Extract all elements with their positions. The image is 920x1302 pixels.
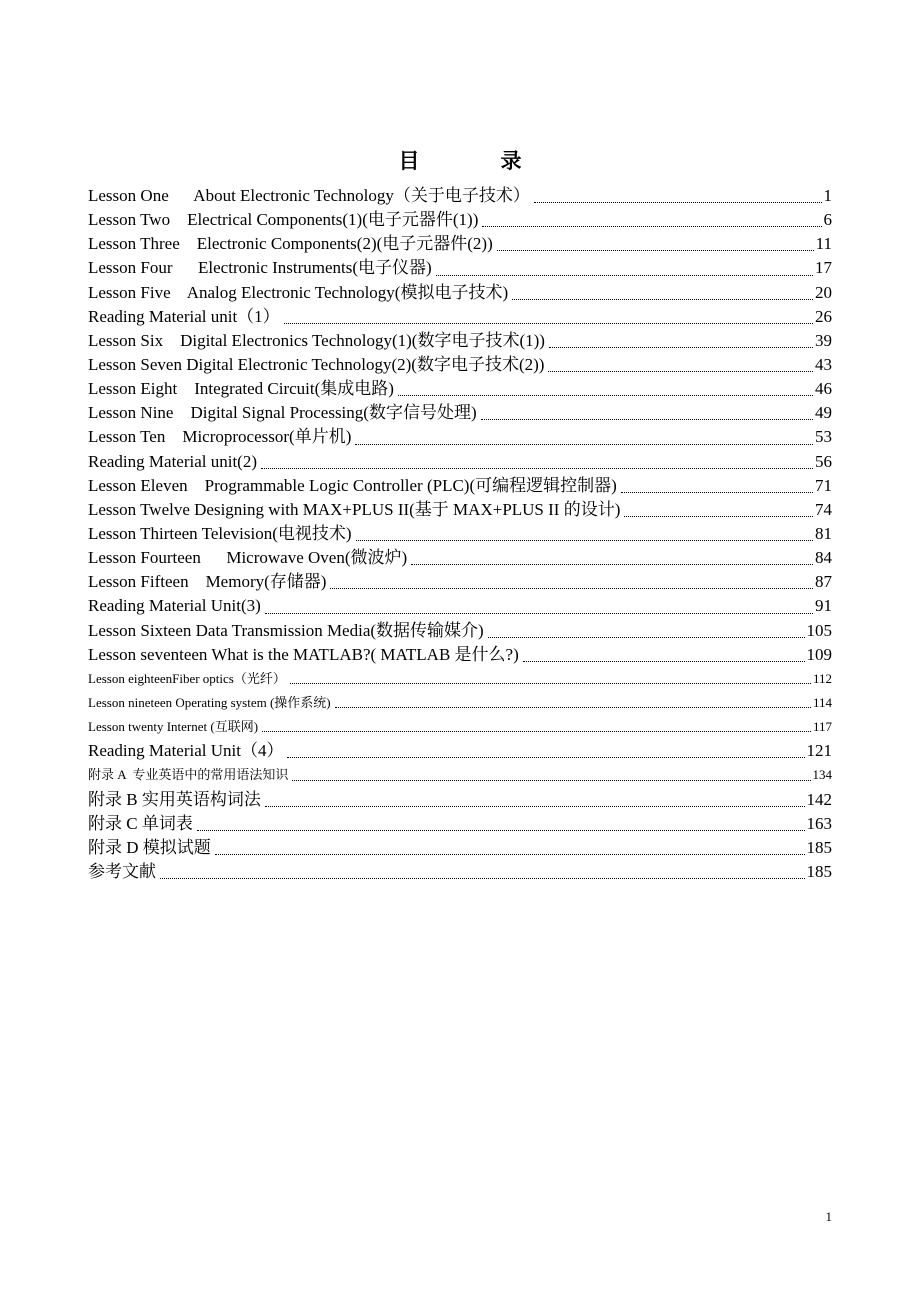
toc-entry[interactable] <box>88 450 832 474</box>
toc-entry-label: Lesson nineteen Operating system (操作系统) <box>88 694 331 710</box>
toc-entry[interactable] <box>88 329 832 353</box>
toc-entry[interactable] <box>88 232 832 256</box>
toc-entry-label: 附录 A 专业英语中的常用语法知识 <box>88 767 289 783</box>
dot-leader <box>265 613 813 614</box>
dot-leader <box>497 250 814 251</box>
dot-leader <box>411 564 813 565</box>
toc-entry-label: Reading Material Unit(3) <box>88 596 261 616</box>
toc-entry-page: 26 <box>815 306 832 326</box>
toc-entry-label: Lesson seventeen What is the MATLAB?( MATLAB 是什么?) <box>88 644 519 664</box>
table-of-contents <box>88 184 832 884</box>
toc-entry-page: 81 <box>815 523 832 543</box>
dot-leader <box>287 757 804 758</box>
dot-leader <box>549 347 813 348</box>
toc-entry-label: Reading Material unit(2) <box>88 451 258 471</box>
dot-leader <box>215 854 805 855</box>
toc-entry[interactable] <box>88 474 832 498</box>
toc-entry[interactable] <box>88 715 832 739</box>
toc-entry[interactable] <box>88 281 832 305</box>
toc-entry-page: 20 <box>815 282 832 302</box>
dot-leader <box>548 371 813 372</box>
dot-leader <box>398 395 813 396</box>
toc-entry-label: Lesson Thirteen Television(电视技术) <box>88 523 352 543</box>
toc-entry-label: 参考文献 <box>88 861 156 881</box>
toc-entry[interactable] <box>88 353 832 377</box>
toc-entry-label: Lesson Eight Integrated Circuit(集成电路) <box>88 379 394 399</box>
dot-leader <box>523 661 805 662</box>
toc-entry-label: Lesson Sixteen Data Transmission Media(数据传输媒介) <box>88 620 484 640</box>
toc-entry[interactable] <box>88 522 832 546</box>
toc-entry-page: 185 <box>806 837 832 857</box>
dot-leader <box>330 588 813 589</box>
toc-entry-label: Lesson Fifteen Memory(存储器) <box>88 572 327 592</box>
dot-leader <box>261 468 813 469</box>
toc-entry-page: 185 <box>806 861 832 881</box>
toc-entry[interactable] <box>88 594 832 618</box>
toc-entry[interactable] <box>88 812 832 836</box>
toc-entry[interactable] <box>88 570 832 594</box>
toc-entry[interactable] <box>88 619 832 643</box>
page-title: 目 录 <box>398 149 552 173</box>
toc-entry-page: 74 <box>815 499 832 519</box>
toc-entry-page: 1 <box>823 186 832 205</box>
toc-entry[interactable] <box>88 860 832 884</box>
toc-entry-page: 53 <box>815 427 832 447</box>
toc-entry-label: Lesson One About Electronic Technology（关于电子技术） <box>88 186 530 205</box>
toc-entry-page: 117 <box>812 719 832 735</box>
dot-leader <box>482 226 821 227</box>
toc-entry[interactable] <box>88 498 832 522</box>
toc-entry-label: Lesson Four Electronic Instruments(电子仪器) <box>88 258 432 278</box>
toc-entry-page: 105 <box>806 620 832 640</box>
dot-leader <box>160 878 805 879</box>
dot-leader <box>335 707 811 708</box>
dot-leader <box>292 780 810 781</box>
toc-entry-label: Reading Material Unit（4） <box>88 741 284 761</box>
toc-entry[interactable] <box>88 425 832 449</box>
dot-leader <box>481 419 813 420</box>
toc-entry-label: Lesson eighteenFiber optics（光纤） <box>88 670 286 686</box>
toc-entry[interactable] <box>88 305 832 329</box>
dot-leader <box>512 299 813 300</box>
page-number: 1 <box>825 1209 832 1224</box>
dot-leader <box>436 275 813 276</box>
toc-entry-page: 11 <box>815 234 832 254</box>
dot-leader <box>290 683 811 684</box>
toc-entry[interactable] <box>88 691 832 715</box>
toc-entry-label: Lesson Twelve Designing with MAX+PLUS II(基于 MAX+PLUS II 的设计) <box>88 499 621 519</box>
toc-entry-page: 71 <box>815 475 832 495</box>
toc-entry[interactable] <box>88 401 832 425</box>
dot-leader <box>488 637 805 638</box>
toc-entry-page: 109 <box>806 644 832 664</box>
toc-entry-page: 17 <box>815 258 832 278</box>
toc-entry-page: 163 <box>806 813 832 833</box>
toc-entry-label: 附录 B 实用英语构词法 <box>88 789 261 809</box>
toc-entry-page: 43 <box>815 354 832 374</box>
dot-leader <box>621 492 813 493</box>
dot-leader <box>197 830 805 831</box>
toc-entry[interactable] <box>88 836 832 860</box>
toc-entry-label: 附录 C 单词表 <box>88 813 193 833</box>
toc-entry-page: 114 <box>812 694 832 710</box>
toc-entry[interactable] <box>88 643 832 667</box>
toc-entry-page: 134 <box>812 767 832 783</box>
toc-entry-page: 91 <box>815 596 832 616</box>
toc-entry-label: Lesson Five Analog Electronic Technology(模拟电子技术) <box>88 282 509 302</box>
toc-entry[interactable] <box>88 256 832 280</box>
toc-entry[interactable] <box>88 377 832 401</box>
toc-entry-page: 56 <box>815 451 832 471</box>
toc-entry-label: Reading Material unit（1） <box>88 306 280 326</box>
toc-entry[interactable] <box>88 763 832 787</box>
toc-entry-page: 121 <box>806 741 832 761</box>
toc-entry-page: 142 <box>806 789 832 809</box>
dot-leader <box>534 202 822 203</box>
toc-entry-label: Lesson Two Electrical Components(1)(电子元器件(1)) <box>88 210 479 230</box>
toc-entry[interactable] <box>88 788 832 812</box>
dot-leader <box>356 540 813 541</box>
toc-entry-label: Lesson twenty Internet (互联网) <box>88 719 259 735</box>
toc-entry-page: 39 <box>815 330 832 350</box>
toc-entry[interactable] <box>88 739 832 763</box>
toc-entry-page: 87 <box>815 572 832 592</box>
toc-entry-label: Lesson Eleven Programmable Logic Controller (PLC)(可编程逻辑控制器) <box>88 475 617 495</box>
toc-entry-label: Lesson Ten Microprocessor(单片机) <box>88 427 352 447</box>
toc-entry-page: 112 <box>812 670 832 686</box>
dot-leader <box>262 731 811 732</box>
dot-leader <box>355 444 813 445</box>
toc-entry-page: 49 <box>815 403 832 423</box>
toc-entry[interactable] <box>88 546 832 570</box>
toc-entry-page: 6 <box>823 210 832 230</box>
toc-entry[interactable] <box>88 667 832 691</box>
toc-entry-page: 84 <box>815 548 832 568</box>
toc-entry[interactable] <box>88 208 832 232</box>
toc-entry-label: 附录 D 模拟试题 <box>88 837 211 857</box>
dot-leader <box>624 516 813 517</box>
toc-entry-page: 46 <box>815 379 832 399</box>
toc-entry-label: Lesson Nine Digital Signal Processing(数字信号处理) <box>88 403 477 423</box>
dot-leader <box>284 323 813 324</box>
toc-entry-label: Lesson Six Digital Electronics Technology(1)(数字电子技术(1)) <box>88 330 545 350</box>
toc-entry[interactable] <box>88 184 832 208</box>
toc-entry-label: Lesson Fourteen Microwave Oven(微波炉) <box>88 548 408 568</box>
dot-leader <box>265 806 805 807</box>
toc-entry-label: Lesson Seven Digital Electronic Technology(2)(数字电子技术(2)) <box>88 354 545 374</box>
toc-entry-label: Lesson Three Electronic Components(2)(电子元器件(2)) <box>88 234 493 254</box>
